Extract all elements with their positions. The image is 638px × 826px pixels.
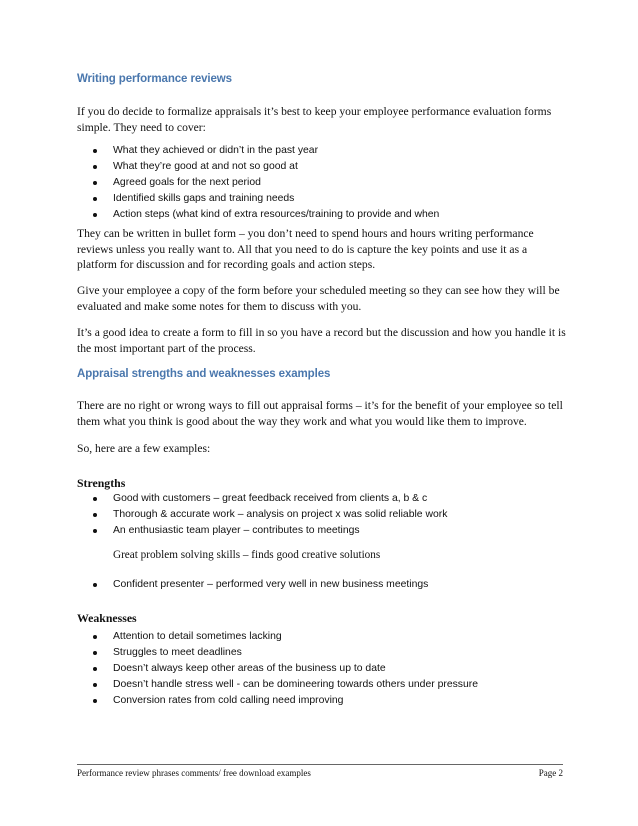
weaknesses-title: Weaknesses bbox=[77, 611, 137, 625]
list-item: Identified skills gaps and training needs bbox=[0, 191, 439, 207]
strength-indented-text: Great problem solving skills – finds good creative solutions bbox=[113, 549, 381, 561]
writing-intro: If you do decide to formalize appraisals it’s best to keep your employee performance evaluation forms simple. They need to cover: bbox=[77, 105, 552, 134]
list-item: An enthusiastic team player – contributes to meetings bbox=[0, 523, 447, 539]
bullet-icon bbox=[93, 213, 97, 217]
list-item: Doesn’t always keep other areas of the business up to date bbox=[0, 661, 478, 677]
list-item: Struggles to meet deadlines bbox=[0, 645, 478, 661]
writing-paragraph-2: Give your employee a copy of the form before your scheduled meeting so they can see how they will be evaluated and make some notes for them to discuss with you. bbox=[77, 284, 560, 313]
bullet-icon bbox=[93, 165, 97, 169]
list-item: What they’re good at and not so good at bbox=[0, 159, 439, 175]
bullet-icon bbox=[93, 667, 97, 671]
bullet-icon bbox=[93, 529, 97, 533]
list-item: Conversion rates from cold calling need improving bbox=[0, 693, 478, 709]
writing-heading: Writing performance reviews bbox=[77, 73, 232, 85]
list-item: What they achieved or didn’t in the past year bbox=[0, 143, 439, 159]
strengths-list bbox=[0, 491, 447, 539]
list-item: Thorough & accurate work – analysis on project x was solid reliable work bbox=[0, 507, 447, 523]
bullet-icon bbox=[93, 651, 97, 655]
bullet-icon bbox=[93, 197, 97, 201]
list-item: Agreed goals for the next period bbox=[0, 175, 439, 191]
bullet-icon bbox=[93, 181, 97, 185]
strengths-title: Strengths bbox=[77, 476, 126, 490]
appraisal-intro: There are no right or wrong ways to fill out appraisal forms – it’s for the benefit of your employee so tell them what you think is good about the way they work and what you would like them to improve. bbox=[77, 399, 563, 428]
bullet-icon bbox=[93, 683, 97, 687]
bullet-icon bbox=[93, 635, 97, 639]
bullet-icon bbox=[93, 583, 97, 587]
bullet-icon bbox=[93, 149, 97, 153]
list-item: Attention to detail sometimes lacking bbox=[0, 629, 478, 645]
strengths-list-continued bbox=[0, 577, 428, 593]
weaknesses-list bbox=[0, 629, 478, 709]
appraisal-heading: Appraisal strengths and weaknesses examples bbox=[77, 368, 331, 380]
bullet-icon bbox=[93, 513, 97, 517]
list-item: Good with customers – great feedback received from clients a, b & c bbox=[0, 491, 447, 507]
examples-intro: So, here are a few examples: bbox=[77, 442, 211, 455]
footer-title: Performance review phrases comments/ free download examples bbox=[77, 768, 311, 778]
bullet-icon bbox=[93, 699, 97, 703]
list-item: Doesn’t handle stress well - can be domineering towards others under pressure bbox=[0, 677, 478, 693]
writing-bullet-list bbox=[0, 143, 439, 223]
writing-paragraph-3: It’s a good idea to create a form to fill in so you have a record but the discussion and how you handle it is the most important part of the process. bbox=[77, 326, 566, 355]
footer-divider bbox=[77, 764, 563, 765]
list-item: Action steps (what kind of extra resources/training to provide and when bbox=[0, 207, 439, 223]
bullet-icon bbox=[93, 497, 97, 501]
writing-paragraph-1: They can be written in bullet form – you don’t need to spend hours and hours writing performance reviews unless you really want to. All that you need to do is capture the key points and use it as a platform for discussion and for recording goals and action steps. bbox=[77, 227, 534, 271]
list-item: Confident presenter – performed very well in new business meetings bbox=[0, 577, 428, 593]
page-number: Page 2 bbox=[538, 768, 563, 778]
